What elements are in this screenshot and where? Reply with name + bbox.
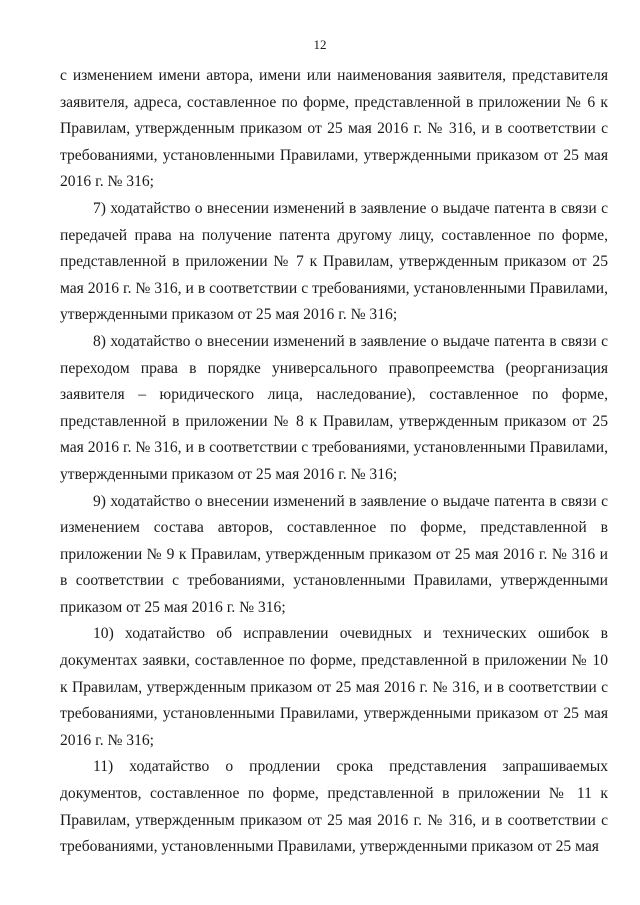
paragraph-item-9: 9) ходатайство о внесении изменений в заявление о выдаче патента в связи с изменением состава авторов, составленное по форме, представленной в приложении № 9 к Правилам, утвержденным приказом от 25 мая 2016 г. № 316 и в соответствии с требованиями, установленными Правилами, утвержденными приказом от 25 мая 2016 г. № 316; bbox=[60, 492, 608, 616]
paragraph-item-8: 8) ходатайство о внесении изменений в заявление о выдаче патента в связи с переходом права в порядке универсального правопреемства (реорганизация заявителя – юридического лица, наследование), составленное по форме, представленной в приложении № 8 к Правилам, утвержденным приказом от 25 мая 2016 г. № 316, и в соответствии с требованиями, установленными Правилами, утвержденными приказом от 25 мая 2016 г. № 316; bbox=[60, 332, 608, 483]
paragraph-continuation-6: с изменением имени автора, имени или наименования заявителя, представителя заявителя, адреса, составленное по форме, представленной в приложении № 6 к Правилам, утвержденным приказом от 25 мая 2016 г. № 316, и в соответствии с требованиями, установленными Правилами, утвержденными приказом от 25 мая 2016 г. № 316; bbox=[60, 67, 608, 191]
paragraph-item-7: 7) ходатайство о внесении изменений в заявление о выдаче патента в связи с передачей права на получение патента другому лицу, составленное по форме, представленной в приложении № 7 к Правилам, утвержденным приказом от 25 мая 2016 г. № 316, и в соответствии с требованиями, установленными Правилами, утвержденными приказом от 25 мая 2016 г. № 316; bbox=[60, 199, 608, 324]
document-body bbox=[60, 63, 608, 861]
paragraph-item-11: 11) ходатайство о продлении срока представления запрашиваемых документов, составленное по форме, представленной в приложении № 11 к Правилам, утвержденным приказом от 25 мая 2016 г. № 316, и в соответствии с требованиями, установленными Правилами, утвержденными приказом от 25 мая bbox=[60, 758, 608, 856]
paragraph-item-10: 10) ходатайство об исправлении очевидных и технических ошибок в документах заявки, составленное по форме, представленной в приложении № 10 к Правилам, утвержденным приказом от 25 мая 2016 г. № 316, и в соответствии с требованиями, установленными Правилами, утвержденными приказом от 25 мая 2016 г. № 316; bbox=[60, 625, 608, 749]
page-number: 12 bbox=[313, 37, 327, 52]
